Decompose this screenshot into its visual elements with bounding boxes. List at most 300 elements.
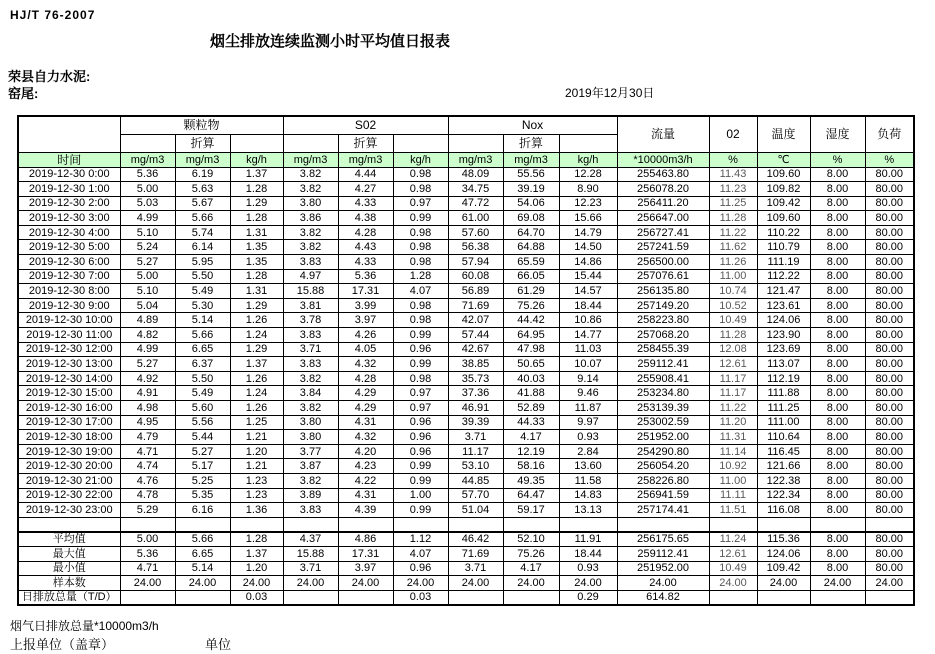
- value-cell: 257149.20: [617, 298, 709, 313]
- value-cell: 1.35: [230, 240, 283, 255]
- value-cell: 17.31: [338, 284, 393, 299]
- value-cell: 13.60: [559, 459, 617, 474]
- value-cell: 11.03: [559, 342, 617, 357]
- value-cell: 57.60: [448, 225, 503, 240]
- value-cell: 11.43: [709, 167, 757, 182]
- value-cell: 0.98: [393, 255, 448, 270]
- value-cell: 66.05: [503, 269, 559, 284]
- value-cell: 1.21: [230, 459, 283, 474]
- summary-row: [18, 546, 914, 561]
- unit-cell: kg/h: [559, 152, 617, 167]
- summary-value-cell: 24.00: [120, 576, 175, 591]
- summary-value-cell: [448, 590, 503, 605]
- value-cell: 11.14: [709, 444, 757, 459]
- value-cell: 4.17: [503, 430, 559, 445]
- value-cell: 71.69: [448, 298, 503, 313]
- value-cell: 42.67: [448, 342, 503, 357]
- value-cell: 4.79: [120, 430, 175, 445]
- value-cell: 256647.00: [617, 211, 709, 226]
- empty-cell: [617, 517, 709, 532]
- value-cell: 122.34: [757, 488, 810, 503]
- value-cell: 4.26: [338, 328, 393, 343]
- value-cell: 1.31: [230, 284, 283, 299]
- summary-value-cell: 3.97: [338, 561, 393, 576]
- value-cell: 8.00: [810, 313, 865, 328]
- value-cell: 3.86: [283, 211, 338, 226]
- time-cell: 2019-12-30 17:00: [18, 415, 120, 430]
- value-cell: 0.98: [393, 167, 448, 182]
- value-cell: 5.25: [175, 473, 230, 488]
- value-cell: 8.00: [810, 167, 865, 182]
- summary-value-cell: 5.14: [175, 561, 230, 576]
- value-cell: 5.29: [120, 503, 175, 518]
- empty-cell: [865, 517, 914, 532]
- value-cell: 5.95: [175, 255, 230, 270]
- summary-value-cell: 3.71: [448, 561, 503, 576]
- value-cell: 111.25: [757, 401, 810, 416]
- page-title: 烟尘排放连续监测小时平均值日报表: [209, 33, 450, 50]
- empty-cell: [709, 517, 757, 532]
- summary-value-cell: 24.00: [338, 576, 393, 591]
- value-cell: 1.26: [230, 401, 283, 416]
- empty-cell: [230, 517, 283, 532]
- value-cell: 4.44: [338, 167, 393, 182]
- value-cell: 1.23: [230, 488, 283, 503]
- value-cell: 5.74: [175, 225, 230, 240]
- value-cell: 57.70: [448, 488, 503, 503]
- table-row: [18, 430, 914, 445]
- subheader-blank: [230, 134, 283, 152]
- value-cell: 6.14: [175, 240, 230, 255]
- value-cell: 5.60: [175, 401, 230, 416]
- table-row: [18, 182, 914, 197]
- value-cell: 3.82: [283, 225, 338, 240]
- value-cell: 5.30: [175, 298, 230, 313]
- value-cell: 257241.59: [617, 240, 709, 255]
- table-row: [18, 444, 914, 459]
- summary-value-cell: 0.03: [393, 590, 448, 605]
- value-cell: 9.46: [559, 386, 617, 401]
- value-cell: 0.98: [393, 371, 448, 386]
- value-cell: 80.00: [865, 430, 914, 445]
- value-cell: 54.06: [503, 196, 559, 211]
- value-cell: 1.29: [230, 196, 283, 211]
- value-cell: 4.22: [338, 473, 393, 488]
- value-cell: 4.33: [338, 255, 393, 270]
- empty-cell: [559, 517, 617, 532]
- time-cell: 2019-12-30 22:00: [18, 488, 120, 503]
- value-cell: 1.29: [230, 298, 283, 313]
- value-cell: 5.66: [175, 328, 230, 343]
- value-cell: 10.74: [709, 284, 757, 299]
- value-cell: 11.00: [709, 269, 757, 284]
- value-cell: 11.28: [709, 328, 757, 343]
- value-cell: 3.99: [338, 298, 393, 313]
- unit-cell-load: %: [865, 152, 914, 167]
- summary-value-cell: 24.00: [230, 576, 283, 591]
- value-cell: 15.66: [559, 211, 617, 226]
- empty-cell: [283, 517, 338, 532]
- summary-value-cell: 8.00: [810, 561, 865, 576]
- value-cell: 8.00: [810, 473, 865, 488]
- value-cell: 6.37: [175, 357, 230, 372]
- value-cell: 0.97: [393, 196, 448, 211]
- value-cell: 61.29: [503, 284, 559, 299]
- time-cell: 2019-12-30 16:00: [18, 401, 120, 416]
- value-cell: 5.36: [338, 269, 393, 284]
- value-cell: 5.00: [120, 269, 175, 284]
- summary-value-cell: 24.00: [810, 576, 865, 591]
- value-cell: 256727.41: [617, 225, 709, 240]
- value-cell: 4.78: [120, 488, 175, 503]
- summary-value-cell: 24.00: [709, 576, 757, 591]
- value-cell: 8.00: [810, 386, 865, 401]
- value-cell: 44.42: [503, 313, 559, 328]
- value-cell: 11.11: [709, 488, 757, 503]
- value-cell: 256135.80: [617, 284, 709, 299]
- time-cell: 2019-12-30 15:00: [18, 386, 120, 401]
- value-cell: 1.25: [230, 415, 283, 430]
- subheader-blank: [283, 134, 338, 152]
- value-cell: 0.98: [393, 225, 448, 240]
- summary-value-cell: 4.07: [393, 546, 448, 561]
- value-cell: 4.82: [120, 328, 175, 343]
- value-cell: 3.83: [283, 255, 338, 270]
- summary-label: 平均值: [18, 532, 120, 547]
- unit-cell: mg/m3: [448, 152, 503, 167]
- value-cell: 80.00: [865, 328, 914, 343]
- table-row: [18, 371, 914, 386]
- time-cell: 2019-12-30 7:00: [18, 269, 120, 284]
- value-cell: 44.33: [503, 415, 559, 430]
- reporting-unit-label: 上报单位（盖章）: [10, 637, 115, 652]
- value-cell: 15.44: [559, 269, 617, 284]
- value-cell: 50.65: [503, 357, 559, 372]
- value-cell: 11.22: [709, 225, 757, 240]
- value-cell: 0.98: [393, 182, 448, 197]
- summary-label: 样本数: [18, 576, 120, 591]
- value-cell: 11.62: [709, 240, 757, 255]
- summary-value-cell: 4.17: [503, 561, 559, 576]
- value-cell: 80.00: [865, 313, 914, 328]
- value-cell: 56.38: [448, 240, 503, 255]
- value-cell: 10.49: [709, 313, 757, 328]
- value-cell: 4.39: [338, 503, 393, 518]
- value-cell: 11.22: [709, 401, 757, 416]
- summary-value-cell: 24.00: [757, 576, 810, 591]
- value-cell: 13.13: [559, 503, 617, 518]
- value-cell: 11.26: [709, 255, 757, 270]
- value-cell: 3.71: [448, 430, 503, 445]
- value-cell: 80.00: [865, 459, 914, 474]
- value-cell: 255463.80: [617, 167, 709, 182]
- summary-value-cell: 75.26: [503, 546, 559, 561]
- value-cell: 0.99: [393, 211, 448, 226]
- summary-value-cell: 24.00: [448, 576, 503, 591]
- value-cell: 12.28: [559, 167, 617, 182]
- value-cell: 12.61: [709, 357, 757, 372]
- header-time: 时间: [18, 152, 120, 167]
- value-cell: 49.35: [503, 473, 559, 488]
- value-cell: 6.16: [175, 503, 230, 518]
- value-cell: 5.24: [120, 240, 175, 255]
- header-flow: 流量: [617, 116, 709, 152]
- value-cell: 80.00: [865, 284, 914, 299]
- value-cell: 80.00: [865, 342, 914, 357]
- value-cell: 259112.41: [617, 357, 709, 372]
- value-cell: 8.00: [810, 240, 865, 255]
- summary-value-cell: 1.12: [393, 532, 448, 547]
- time-cell: 2019-12-30 10:00: [18, 313, 120, 328]
- value-cell: 11.87: [559, 401, 617, 416]
- table-row: [18, 473, 914, 488]
- header-humidity: 湿度: [810, 116, 865, 152]
- value-cell: 80.00: [865, 357, 914, 372]
- value-cell: 109.42: [757, 196, 810, 211]
- value-cell: 4.33: [338, 196, 393, 211]
- value-cell: 3.82: [283, 371, 338, 386]
- value-cell: 3.83: [283, 503, 338, 518]
- value-cell: 11.31: [709, 430, 757, 445]
- summary-value-cell: [757, 590, 810, 605]
- value-cell: 257068.20: [617, 328, 709, 343]
- value-cell: 11.00: [709, 473, 757, 488]
- table-row: [18, 357, 914, 372]
- time-cell: 2019-12-30 2:00: [18, 196, 120, 211]
- value-cell: 4.32: [338, 430, 393, 445]
- value-cell: 0.96: [393, 430, 448, 445]
- value-cell: 55.56: [503, 167, 559, 182]
- header-row-units: [18, 152, 914, 167]
- value-cell: 3.77: [283, 444, 338, 459]
- value-cell: 8.00: [810, 342, 865, 357]
- summary-value-cell: [283, 590, 338, 605]
- value-cell: 53.10: [448, 459, 503, 474]
- value-cell: 60.08: [448, 269, 503, 284]
- value-cell: 124.06: [757, 313, 810, 328]
- value-cell: 11.17: [448, 444, 503, 459]
- value-cell: 0.98: [393, 313, 448, 328]
- summary-row: [18, 590, 914, 605]
- time-cell: 2019-12-30 13:00: [18, 357, 120, 372]
- value-cell: 48.09: [448, 167, 503, 182]
- value-cell: 8.00: [810, 401, 865, 416]
- summary-value-cell: 24.00: [393, 576, 448, 591]
- value-cell: 0.93: [559, 430, 617, 445]
- summary-value-cell: 11.91: [559, 532, 617, 547]
- value-cell: 4.99: [120, 211, 175, 226]
- value-cell: 257076.61: [617, 269, 709, 284]
- table-row: [18, 328, 914, 343]
- value-cell: 3.80: [283, 415, 338, 430]
- value-cell: 8.00: [810, 269, 865, 284]
- summary-value-cell: 24.00: [175, 576, 230, 591]
- summary-value-cell: 614.82: [617, 590, 709, 605]
- empty-cell: [448, 517, 503, 532]
- summary-value-cell: [175, 590, 230, 605]
- table-row: [18, 415, 914, 430]
- time-cell: 2019-12-30 21:00: [18, 473, 120, 488]
- summary-value-cell: 5.00: [120, 532, 175, 547]
- value-cell: 14.77: [559, 328, 617, 343]
- value-cell: 109.60: [757, 167, 810, 182]
- value-cell: 110.79: [757, 240, 810, 255]
- time-cell: 2019-12-30 5:00: [18, 240, 120, 255]
- table-row: [18, 255, 914, 270]
- value-cell: 11.23: [709, 182, 757, 197]
- value-cell: 80.00: [865, 211, 914, 226]
- summary-value-cell: 5.36: [120, 546, 175, 561]
- value-cell: 109.60: [757, 211, 810, 226]
- value-cell: 80.00: [865, 386, 914, 401]
- value-cell: 0.97: [393, 401, 448, 416]
- value-cell: 40.03: [503, 371, 559, 386]
- value-cell: 47.72: [448, 196, 503, 211]
- summary-value-cell: 4.71: [120, 561, 175, 576]
- value-cell: 0.99: [393, 473, 448, 488]
- value-cell: 1.28: [230, 211, 283, 226]
- table-row: [18, 401, 914, 416]
- summary-value-cell: 17.31: [338, 546, 393, 561]
- value-cell: 8.00: [810, 298, 865, 313]
- value-cell: 3.81: [283, 298, 338, 313]
- value-cell: 34.75: [448, 182, 503, 197]
- summary-value-cell: 0.96: [393, 561, 448, 576]
- value-cell: 56.89: [448, 284, 503, 299]
- value-cell: 64.95: [503, 328, 559, 343]
- value-cell: 0.98: [393, 298, 448, 313]
- value-cell: 1.28: [230, 182, 283, 197]
- value-cell: 4.32: [338, 357, 393, 372]
- value-cell: 8.00: [810, 284, 865, 299]
- value-cell: 41.88: [503, 386, 559, 401]
- value-cell: 6.65: [175, 342, 230, 357]
- value-cell: 8.00: [810, 357, 865, 372]
- value-cell: 3.87: [283, 459, 338, 474]
- value-cell: 253002.59: [617, 415, 709, 430]
- time-cell: 2019-12-30 14:00: [18, 371, 120, 386]
- monitoring-table: [17, 115, 915, 606]
- value-cell: 5.27: [120, 255, 175, 270]
- value-cell: 8.00: [810, 196, 865, 211]
- value-cell: 5.35: [175, 488, 230, 503]
- separator-row: [18, 517, 914, 532]
- value-cell: 121.66: [757, 459, 810, 474]
- table-row: [18, 240, 914, 255]
- value-cell: 122.38: [757, 473, 810, 488]
- value-cell: 11.58: [559, 473, 617, 488]
- value-cell: 258455.39: [617, 342, 709, 357]
- subheader-blank: [393, 134, 448, 152]
- table-row: [18, 488, 914, 503]
- value-cell: 38.85: [448, 357, 503, 372]
- value-cell: 0.99: [393, 328, 448, 343]
- value-cell: 80.00: [865, 473, 914, 488]
- time-cell: 2019-12-30 18:00: [18, 430, 120, 445]
- header-load: 负荷: [865, 116, 914, 152]
- summary-value-cell: 0.93: [559, 561, 617, 576]
- table-row: [18, 196, 914, 211]
- subheader-converted: 折算: [175, 134, 230, 152]
- value-cell: 123.90: [757, 328, 810, 343]
- value-cell: 5.27: [120, 357, 175, 372]
- summary-value-cell: 12.61: [709, 546, 757, 561]
- value-cell: 1.29: [230, 342, 283, 357]
- value-cell: 80.00: [865, 196, 914, 211]
- summary-value-cell: 1.20: [230, 561, 283, 576]
- value-cell: 1.35: [230, 255, 283, 270]
- value-cell: 80.00: [865, 503, 914, 518]
- unit-cell: mg/m3: [175, 152, 230, 167]
- value-cell: 1.37: [230, 357, 283, 372]
- table-row: [18, 342, 914, 357]
- value-cell: 52.89: [503, 401, 559, 416]
- unit-cell: kg/h: [230, 152, 283, 167]
- value-cell: 0.96: [393, 415, 448, 430]
- value-cell: 10.92: [709, 459, 757, 474]
- value-cell: 4.89: [120, 313, 175, 328]
- unit-cell-flow: *10000m3/h: [617, 152, 709, 167]
- value-cell: 18.44: [559, 298, 617, 313]
- empty-cell: [120, 517, 175, 532]
- summary-value-cell: 24.00: [617, 576, 709, 591]
- company-name: 荣县自力水泥:: [8, 69, 91, 84]
- value-cell: 80.00: [865, 401, 914, 416]
- header-time-blank: [18, 116, 120, 152]
- value-cell: 4.92: [120, 371, 175, 386]
- value-cell: 123.69: [757, 342, 810, 357]
- value-cell: 11.25: [709, 196, 757, 211]
- summary-value-cell: 8.00: [810, 532, 865, 547]
- value-cell: 5.10: [120, 284, 175, 299]
- value-cell: 0.96: [393, 444, 448, 459]
- value-cell: 3.80: [283, 430, 338, 445]
- table-row: [18, 167, 914, 182]
- value-cell: 46.91: [448, 401, 503, 416]
- summary-value-cell: 3.71: [283, 561, 338, 576]
- empty-cell: [393, 517, 448, 532]
- value-cell: 57.44: [448, 328, 503, 343]
- subheader-blank: [559, 134, 617, 152]
- summary-value-cell: 24.00: [503, 576, 559, 591]
- header-nox: Nox: [448, 116, 617, 134]
- value-cell: 14.83: [559, 488, 617, 503]
- value-cell: 10.86: [559, 313, 617, 328]
- value-cell: 1.21: [230, 430, 283, 445]
- value-cell: 12.08: [709, 342, 757, 357]
- value-cell: 80.00: [865, 298, 914, 313]
- table-row: [18, 313, 914, 328]
- value-cell: 65.59: [503, 255, 559, 270]
- value-cell: 251952.00: [617, 430, 709, 445]
- summary-row: [18, 576, 914, 591]
- value-cell: 5.03: [120, 196, 175, 211]
- value-cell: 12.19: [503, 444, 559, 459]
- value-cell: 57.94: [448, 255, 503, 270]
- value-cell: 258226.80: [617, 473, 709, 488]
- summary-value-cell: 15.88: [283, 546, 338, 561]
- summary-value-cell: 0.03: [230, 590, 283, 605]
- value-cell: 2.84: [559, 444, 617, 459]
- value-cell: 3.80: [283, 196, 338, 211]
- summary-value-cell: 46.42: [448, 532, 503, 547]
- value-cell: 113.07: [757, 357, 810, 372]
- value-cell: 59.17: [503, 503, 559, 518]
- value-cell: 1.36: [230, 503, 283, 518]
- value-cell: 4.23: [338, 459, 393, 474]
- value-cell: 4.29: [338, 386, 393, 401]
- time-cell: 2019-12-30 23:00: [18, 503, 120, 518]
